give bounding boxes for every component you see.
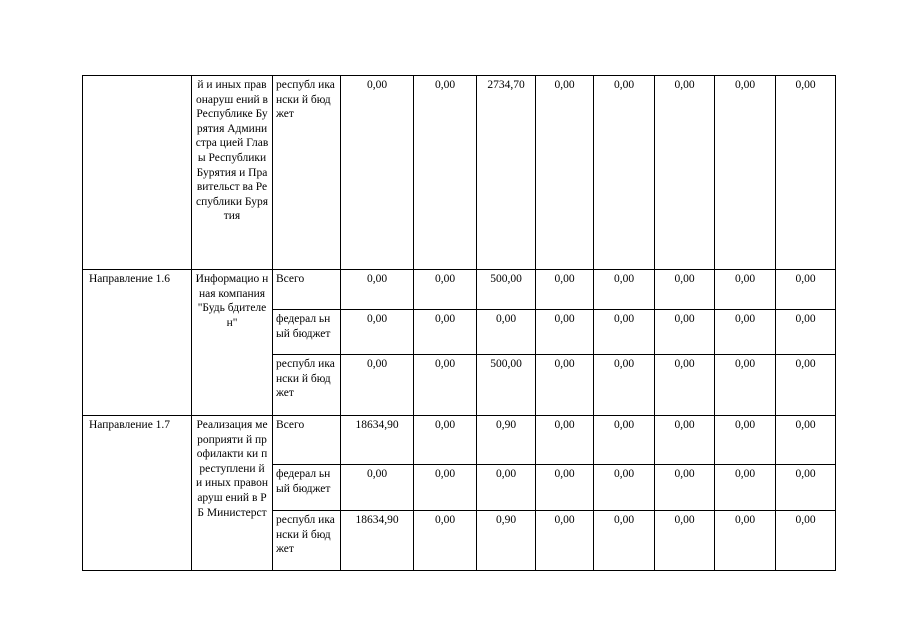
value-cell: 18634,90 (341, 511, 414, 571)
value-cell: 0,00 (776, 76, 836, 270)
value-cell: 0,00 (655, 310, 715, 355)
value-cell: 2734,70 (477, 76, 536, 270)
funding-source-cell: республ икански й бюджет (273, 511, 341, 571)
value-cell: 0,00 (594, 76, 655, 270)
measure-name-cell: Реализация мероприяти й профилакти ки преступлени й и иных правонаруш ений в РБ Министерст (192, 416, 273, 571)
value-cell: 0,90 (477, 511, 536, 571)
direction-cell: Направление 1.7 (83, 416, 192, 571)
funding-source-cell: Всего (273, 270, 341, 310)
value-cell: 0,00 (536, 76, 594, 270)
value-cell: 0,00 (715, 76, 776, 270)
value-cell: 18634,90 (341, 416, 414, 465)
value-cell: 0,00 (477, 310, 536, 355)
value-cell: 0,00 (341, 270, 414, 310)
budget-table (82, 75, 836, 571)
table-row (83, 416, 836, 465)
value-cell: 0,00 (776, 465, 836, 511)
value-cell: 0,00 (715, 511, 776, 571)
value-cell: 0,00 (776, 416, 836, 465)
value-cell: 0,00 (536, 355, 594, 416)
value-cell: 0,00 (715, 355, 776, 416)
value-cell: 0,00 (536, 270, 594, 310)
funding-source-cell: федерал ьный бюджет (273, 310, 341, 355)
value-cell: 0,00 (655, 465, 715, 511)
value-cell: 0,00 (776, 511, 836, 571)
funding-source-cell: республ икански й бюджет (273, 76, 341, 270)
value-cell: 0,00 (715, 416, 776, 465)
measure-name-cell: Информацио нная компания "Будь бдителен" (192, 270, 273, 416)
value-cell: 0,00 (594, 465, 655, 511)
direction-cell: Направление 1.6 (83, 270, 192, 416)
value-cell: 500,00 (477, 355, 536, 416)
value-cell: 0,00 (414, 465, 477, 511)
value-cell: 0,00 (715, 310, 776, 355)
table-row (83, 76, 836, 270)
value-cell: 0,00 (776, 310, 836, 355)
value-cell: 0,00 (776, 270, 836, 310)
value-cell: 0,00 (715, 270, 776, 310)
value-cell: 0,00 (655, 416, 715, 465)
value-cell: 0,00 (776, 355, 836, 416)
value-cell: 0,00 (414, 355, 477, 416)
funding-source-cell: Всего (273, 416, 341, 465)
value-cell: 0,00 (341, 355, 414, 416)
value-cell: 0,00 (536, 416, 594, 465)
value-cell: 0,00 (477, 465, 536, 511)
value-cell: 500,00 (477, 270, 536, 310)
value-cell: 0,00 (341, 310, 414, 355)
value-cell: 0,00 (655, 270, 715, 310)
value-cell: 0,00 (536, 465, 594, 511)
value-cell: 0,00 (594, 511, 655, 571)
value-cell: 0,00 (414, 511, 477, 571)
value-cell: 0,00 (341, 76, 414, 270)
value-cell: 0,00 (655, 355, 715, 416)
direction-cell (83, 76, 192, 270)
value-cell: 0,00 (594, 416, 655, 465)
value-cell: 0,00 (715, 465, 776, 511)
value-cell: 0,00 (414, 270, 477, 310)
value-cell: 0,90 (477, 416, 536, 465)
value-cell: 0,00 (536, 511, 594, 571)
value-cell: 0,00 (414, 76, 477, 270)
measure-name-cell: й и иных правонаруш ений в Республике Бурятия Администра цией Главы Республики Бурятия и Правительст ва Республики Бурятия (192, 76, 273, 270)
table-row (83, 270, 836, 310)
value-cell: 0,00 (655, 511, 715, 571)
funding-source-cell: федерал ьный бюджет (273, 465, 341, 511)
value-cell: 0,00 (414, 310, 477, 355)
value-cell: 0,00 (594, 310, 655, 355)
funding-source-cell: республ икански й бюджет (273, 355, 341, 416)
value-cell: 0,00 (655, 76, 715, 270)
value-cell: 0,00 (594, 355, 655, 416)
value-cell: 0,00 (594, 270, 655, 310)
value-cell: 0,00 (341, 465, 414, 511)
value-cell: 0,00 (414, 416, 477, 465)
value-cell: 0,00 (536, 310, 594, 355)
